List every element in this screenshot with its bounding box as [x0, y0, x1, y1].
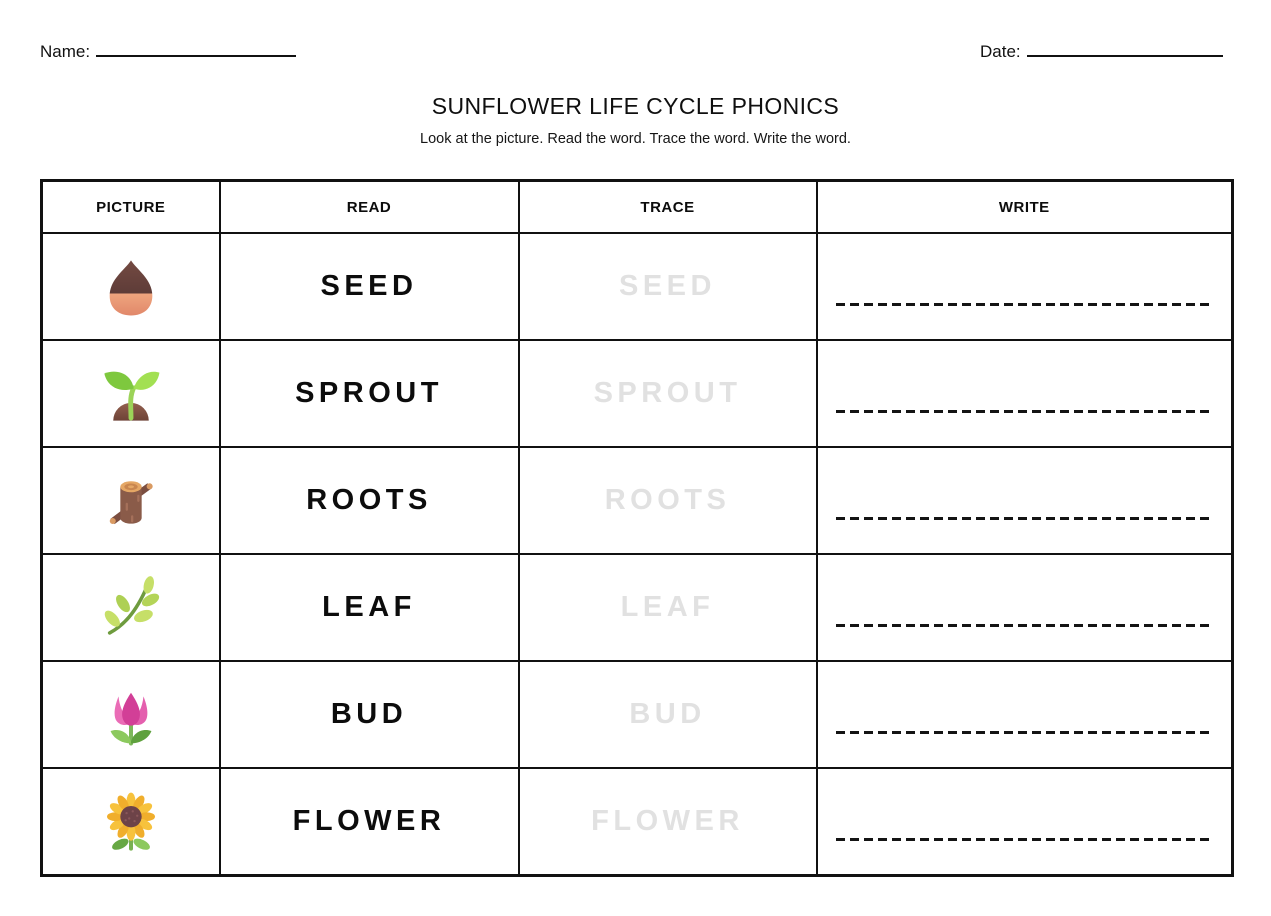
page-title: SUNFLOWER LIFE CYCLE PHONICS — [431, 93, 840, 119]
dashed-write-line[interactable] — [836, 303, 1212, 306]
read-word: SEED — [220, 233, 519, 340]
name-field — [40, 40, 296, 62]
table-row-bud — [42, 661, 1233, 768]
chestnut-seed-icon — [99, 278, 163, 295]
write-cell — [817, 447, 1233, 554]
dashed-write-line[interactable] — [836, 838, 1212, 841]
sunflower-icon — [99, 813, 163, 830]
read-word: SPROUT — [220, 340, 519, 447]
read-word: BUD — [220, 661, 519, 768]
picture-cell — [42, 340, 220, 447]
dashed-write-line[interactable] — [836, 410, 1212, 413]
table-row-seed — [42, 233, 1233, 340]
date-field — [980, 40, 1223, 62]
picture-cell — [42, 554, 220, 661]
trace-word: LEAF — [519, 554, 817, 661]
seedling-sprout-icon — [99, 385, 163, 402]
read-word: ROOTS — [220, 447, 519, 554]
picture-cell — [42, 233, 220, 340]
table-row-flower — [42, 768, 1233, 876]
trace-word: SPROUT — [519, 340, 817, 447]
trace-word: ROOTS — [519, 447, 817, 554]
herb-branch-icon — [99, 599, 163, 616]
picture-cell — [42, 447, 220, 554]
trace-word: BUD — [519, 661, 817, 768]
column-header-write: WRITE — [817, 181, 1233, 234]
tulip-bud-icon — [99, 706, 163, 723]
date-label: Date: — [980, 42, 1021, 61]
write-cell — [817, 554, 1233, 661]
page-instructions: Look at the picture. Read the word. Trace the word. Write the word. — [420, 131, 851, 147]
picture-cell — [42, 768, 220, 876]
column-header-trace: TRACE — [519, 181, 817, 234]
table-row-roots — [42, 447, 1233, 554]
column-header-read: READ — [220, 181, 519, 234]
worksheet-table — [40, 179, 1234, 877]
write-cell — [817, 340, 1233, 447]
dashed-write-line[interactable] — [836, 624, 1212, 627]
name-blank-line[interactable] — [96, 40, 296, 57]
trace-word: SEED — [519, 233, 817, 340]
table-row-sprout — [42, 340, 1233, 447]
table-row-leaf — [42, 554, 1233, 661]
dashed-write-line[interactable] — [836, 517, 1212, 520]
write-cell — [817, 768, 1233, 876]
date-blank-line[interactable] — [1027, 40, 1223, 57]
dashed-write-line[interactable] — [836, 731, 1212, 734]
write-cell — [817, 661, 1233, 768]
read-word: FLOWER — [220, 768, 519, 876]
read-word: LEAF — [220, 554, 519, 661]
column-header-picture: PICTURE — [42, 181, 220, 234]
wood-log-icon — [99, 492, 163, 509]
header-row — [42, 181, 1233, 234]
name-label: Name: — [40, 42, 91, 61]
picture-cell — [42, 661, 220, 768]
trace-word: FLOWER — [519, 768, 817, 876]
write-cell — [817, 233, 1233, 340]
